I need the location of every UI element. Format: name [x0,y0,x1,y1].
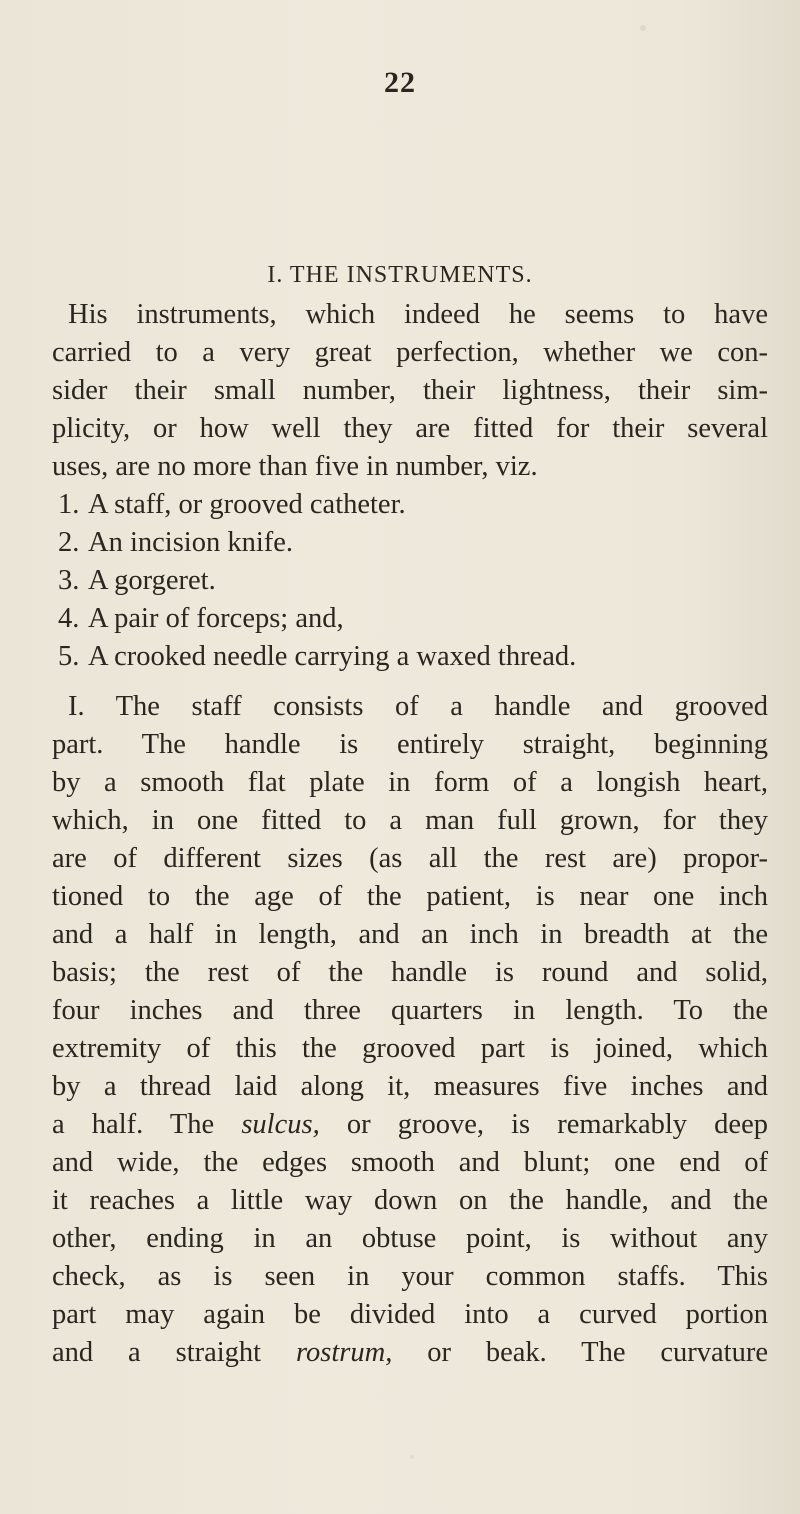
text-line: other, ending in an obtuse point, is without any [52,1223,768,1254]
text-run: a half. The [52,1109,242,1140]
text-line: part may again be divided into a curved portion [52,1299,768,1330]
list-number: 5. [58,641,80,672]
text-line: tioned to the age of the patient, is near one inch [52,881,768,912]
list-number: 4. [58,603,80,634]
text-run: or beak. The curvature [392,1337,768,1368]
text-line: and wide, the edges smooth and blunt; one end of [52,1147,768,1178]
italic-term: sulcus, [241,1109,320,1140]
text-line: it reaches a little way down on the handle, and the [52,1185,768,1216]
instrument-list [52,486,768,676]
list-text: A gorgeret. [88,565,216,596]
italic-term: rostrum, [295,1337,393,1368]
list-text: A pair of forceps; and, [88,603,344,634]
text-line: check, as is seen in your common staffs. This [52,1261,768,1292]
text-run: or groove, is remarkably deep [319,1109,768,1140]
list-number: 2. [58,527,80,558]
intro-paragraph [52,296,768,676]
page-number: 22 [384,66,416,99]
text-line [52,1334,768,1372]
list-text: A staff, or grooved catheter. [88,489,406,520]
text-line: sider their small number, their lightness, their sim- [52,375,768,406]
text-line: carried to a very great perfection, whether we con- [52,337,768,368]
text-line: and a half in length, and an inch in breadth at the [52,919,768,950]
list-item [52,600,768,638]
list-item [52,562,768,600]
text-line: His instruments, which indeed he seems to have [68,299,768,330]
text-line [52,1106,768,1144]
text-line: by a smooth flat plate in form of a longish heart, [52,767,768,798]
list-item [52,638,768,676]
paper-spot [640,25,646,31]
section-heading: I. THE INSTRUMENTS. [267,262,533,288]
text-line: four inches and three quarters in length. To the [52,995,768,1026]
list-text: An incision knife. [88,527,294,558]
staff-paragraph [52,688,768,1372]
list-item [52,524,768,562]
list-text: A crooked needle carrying a waxed thread. [88,641,577,672]
list-number: 1. [58,489,80,520]
list-number: 3. [58,565,80,596]
text-line: are of different sizes (as all the rest are) propor- [52,843,768,874]
text-line: extremity of this the grooved part is joined, which [52,1033,768,1064]
text-run: and a straight [52,1337,296,1368]
text-line: I. The staff consists of a handle and grooved [68,691,768,722]
paper-spot [410,1455,414,1459]
text-line: part. The handle is entirely straight, beginning [52,729,768,760]
text-line: which, in one fitted to a man full grown, for they [52,805,768,836]
list-item [52,486,768,524]
text-line: uses, are no more than five in number, viz. [52,451,538,482]
text-line: basis; the rest of the handle is round and solid, [52,957,768,988]
text-line: by a thread laid along it, measures five inches and [52,1071,768,1102]
text-line: plicity, or how well they are fitted for their several [52,413,768,444]
